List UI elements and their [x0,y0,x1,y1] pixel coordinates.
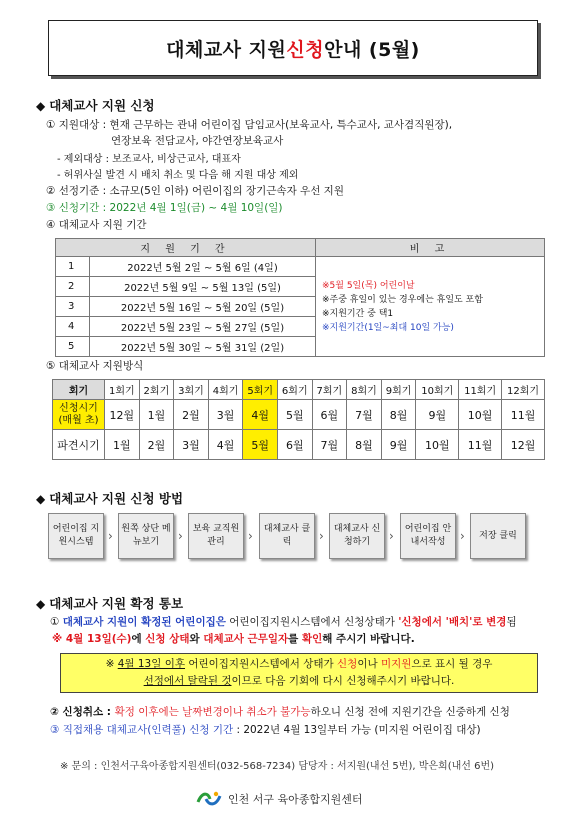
section-heading-confirm: ◆ 대체교사 지원 확정 통보 [36,596,184,611]
confirm-line-1: ① 대체교사 지원이 확정된 어린이집은 어린이집지원시스템에서 신청상태가 '신청에서 '배치'로 변경됨 [50,616,517,628]
round-cell: 12회기 [502,380,545,400]
criteria-line: ② 선정기준 : 소규모(5인 이하) 어린이집의 장기근속자 우선 지원 [46,185,344,197]
header-note: 비 고 [316,239,545,257]
round-cell: 11회기 [459,380,502,400]
support-period-table [55,238,545,357]
dispatch-month-cell: 12월 [502,430,545,460]
table-row: 1 2022년 5월 2일 ~ 5월 6일 (4일) ※5월 5일(목) 어린이날 ※주중 휴일이 있는 경우에는 휴일도 포함 ※지원기간 중 택1 ※지원기간(1일~최대 10일 가능) [56,257,545,277]
apply-month-cell: 7월 [347,400,382,430]
step-box: 어린이집 지원시스템 [48,513,104,559]
round-cell: 5회기 [243,380,278,400]
dispatch-month-cell: 8월 [347,430,382,460]
apply-month-cell: 2월 [174,400,209,430]
dispatch-month-cell: 2월 [139,430,174,460]
title-text-1: 대체교사 지원 [166,38,287,61]
dispatch-month-cell: 11월 [459,430,502,460]
apply-month-cell: 8월 [381,400,416,430]
apply-period-line: ③ 신청기간 : 2022년 4월 1일(금) ~ 4월 10일(일) [46,202,283,214]
section-heading-method: ◆ 대체교사 지원 신청 방법 [36,491,184,506]
step-arrow-icon: › [248,529,253,543]
apply-month-cell: 3월 [208,400,243,430]
page-title [48,20,538,76]
dispatch-month-cell: 6월 [277,430,312,460]
header-period: 지 원 기 간 [56,239,316,257]
org-name: 인천 서구 육아종합지원센터 [228,793,363,806]
round-cell: 9회기 [381,380,416,400]
application-steps [48,513,548,559]
step-arrow-icon: › [389,529,394,543]
section-heading-apply: ◆ 대체교사 지원 신청 [36,98,155,113]
step-arrow-icon: › [108,529,113,543]
step-arrow-icon: › [319,529,324,543]
round-cell: 4회기 [208,380,243,400]
round-cell: 3회기 [174,380,209,400]
dispatch-month-cell: 5월 [243,430,278,460]
table-row: 5 2022년 5월 30일 ~ 5월 31일 (2일) [56,337,545,357]
confirm-line-2: ※ 4월 13일(수)에 신청 상태와 대체교사 근무일자를 확인해 주시기 바랍니다. [52,633,415,645]
diamond-bullet-icon: ◆ [36,492,46,506]
round-cell: 6회기 [277,380,312,400]
support-method-table [52,379,545,460]
step-box: 어린이집 안내서작성 [400,513,456,559]
apply-month-cell: 10월 [459,400,502,430]
org-footer [196,790,363,808]
org-logo-icon [196,790,222,808]
apply-month-cell: 11월 [502,400,545,430]
apply-month-cell: 5월 [277,400,312,430]
exclusion-line: - 제외대상 : 보조교사, 비상근교사, 대표자 [57,154,241,165]
method-label: ⑤ 대체교사 지원방식 [46,360,144,372]
warning-notice-box: ※ 4월 13일 이후 어린이집지원시스템에서 상태가 신청이나 미지원으로 표시 될 경우 선정에서 탈락된 것이므로 다음 기회에 다시 신청해주시기 바랍니다. [60,653,538,693]
diamond-bullet-icon: ◆ [36,597,46,611]
round-cell: 2회기 [139,380,174,400]
round-cell: 7회기 [312,380,347,400]
dispatch-month-cell: 10월 [416,430,459,460]
period-note-cell: ※5월 5일(목) 어린이날 ※주중 휴일이 있는 경우에는 휴일도 포함 ※지원기간 중 택1 ※지원기간(1일~최대 10일 가능) [316,257,545,357]
apply-month-cell: 4월 [243,400,278,430]
dispatch-month-cell: 1월 [105,430,140,460]
target-line: ① 지원대상 : 현재 근무하는 관내 어린이집 담임교사(보육교사, 특수교사, 교사겸직원장), [46,119,453,131]
table-row: 2 2022년 5월 9일 ~ 5월 13일 (5일) [56,277,545,297]
step-box: 저장 클릭 [470,513,526,559]
fraud-line: - 허위사실 발견 시 배치 취소 및 다음 해 지원 대상 제외 [57,170,299,181]
step-box: 원쪽 상단 메뉴보기 [118,513,174,559]
round-header: 회기 [53,380,105,400]
table-row: 4 2022년 5월 23일 ~ 5월 27일 (5일) [56,317,545,337]
step-arrow-icon: › [460,529,465,543]
diamond-bullet-icon: ◆ [36,99,46,113]
apply-month-cell: 1월 [139,400,174,430]
support-period-label: ④ 대체교사 지원 기간 [46,219,147,231]
dispatch-header: 파견시기 [53,430,105,460]
step-box: 대체교사 클릭 [259,513,315,559]
round-cell: 1회기 [105,380,140,400]
table-row: 3 2022년 5월 16일 ~ 5월 20일 (5일) [56,297,545,317]
apply-month-cell: 9월 [416,400,459,430]
apply-month-cell: 6월 [312,400,347,430]
target-line-2: 연장보육 전담교사, 야간연장보육교사 [111,135,284,147]
cancel-line: ② 신청취소 : 확정 이후에는 날짜변경이나 취소가 불가능하오니 신청 전에 지원기간을 신중하게 신청 [50,706,510,718]
direct-hire-line: ③ 직접채용 대체교사(인력풀) 신청 기간 : 2022년 4월 13일부터 가능 (미지원 어린이집 대상) [50,724,481,736]
title-text-highlight: 신청 [286,38,325,61]
step-box: 대체교사 신청하기 [329,513,385,559]
round-cell: 8회기 [347,380,382,400]
dispatch-month-cell: 7월 [312,430,347,460]
contact-line: ※ 문의 : 인천서구육아종합지원센터(032-568-7234) 담당자 : 서지원(내선 5번), 박은희(내선 6번) [60,761,495,772]
apply-header: 신청시기 (매월 초) [53,400,105,430]
dispatch-month-cell: 3월 [174,430,209,460]
step-arrow-icon: › [178,529,183,543]
title-text-2: 안내 (5월) [324,38,420,61]
dispatch-month-cell: 9월 [381,430,416,460]
round-cell: 10회기 [416,380,459,400]
apply-month-cell: 12월 [105,400,140,430]
step-box: 보육 교직원관리 [188,513,244,559]
dispatch-month-cell: 4월 [208,430,243,460]
